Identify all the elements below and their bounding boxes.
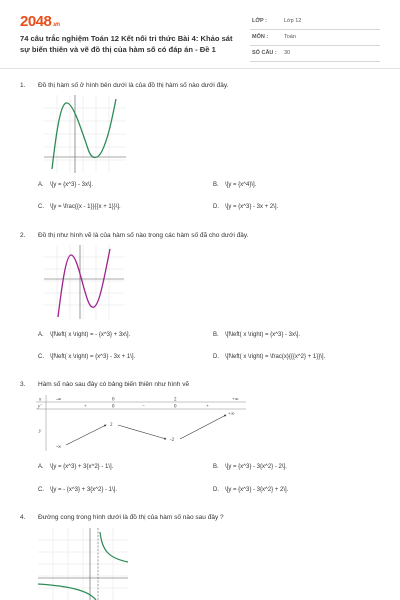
table-sign: +	[84, 404, 87, 410]
question-4-graph	[38, 528, 128, 600]
question-1-option-b[interactable]	[213, 182, 256, 188]
question-3-option-d[interactable]	[213, 487, 288, 493]
question-2-graph	[44, 245, 124, 319]
table-sign: −	[142, 404, 145, 410]
option-letter: C.	[38, 204, 44, 210]
option-text: \[y = \frac{{x - 1}}{{x + 1}}\].	[50, 204, 121, 210]
table-derivative-label: y'	[38, 404, 42, 410]
option-letter: C.	[38, 487, 44, 493]
table-y-value: +∞	[228, 412, 235, 417]
option-text: \[y = {x^3} - 3x\].	[50, 182, 94, 188]
option-letter: A.	[38, 464, 44, 470]
option-letter: C.	[38, 354, 44, 360]
document-title: 74 câu trắc nghiệm Toán 12 Kết nối tri thức Bài 4: Khảo sát sự biến thiên và vẽ đồ thị của hàm số có đáp án - Đề 1	[20, 34, 233, 54]
table-sign: +	[206, 404, 209, 410]
table-x-value: -∞	[56, 397, 62, 403]
option-letter: A.	[38, 182, 44, 188]
meta-value: 30	[284, 50, 291, 56]
question-1-option-c[interactable]	[38, 204, 121, 210]
option-letter: A.	[38, 332, 44, 338]
option-text: \[f\left( x \right) = - {x^3} + 3x\].	[50, 332, 131, 338]
curve-right	[100, 532, 128, 562]
meta-key: LỚP :	[252, 18, 267, 24]
curve-left	[38, 584, 96, 600]
option-text: \[f\left( x \right) = \frac{x}{{{x^2} + 1}}\].	[225, 354, 326, 360]
question-2-number: 2.	[20, 232, 26, 239]
option-text: \[y = - {x^3} + 3{x^2} - 1\].	[50, 487, 118, 493]
option-text: \[f\left( x \right) = {x^3} - 3x\].	[225, 332, 301, 338]
header-divider	[0, 68, 400, 69]
question-1-number: 1.	[20, 82, 26, 89]
question-2-option-a[interactable]	[38, 332, 130, 338]
table-x-label: x	[39, 397, 42, 403]
meta-row-class	[250, 14, 380, 30]
increase-arrow	[180, 415, 226, 439]
table-y-value: -∞	[56, 445, 62, 450]
question-1-option-a[interactable]	[38, 182, 93, 188]
option-text: \[f\left( x \right) = {x^3} - 3x + 1\].	[50, 354, 136, 360]
meta-table	[250, 14, 380, 62]
logo-suffix: .vn	[52, 22, 60, 28]
question-4-number: 4.	[20, 514, 26, 521]
table-x-value: 2	[174, 397, 177, 403]
increase-arrow	[66, 425, 106, 445]
page-header	[0, 0, 400, 62]
option-letter: B.	[213, 464, 219, 470]
question-2-option-b[interactable]	[213, 332, 300, 338]
table-y-value: 2	[110, 423, 113, 428]
question-2-text: Đồ thị như hình vẽ là của hàm số nào trong các hàm số đã cho dưới đây.	[38, 232, 249, 239]
question-1-option-d[interactable]	[213, 204, 278, 210]
table-x-value: +∞	[232, 397, 239, 403]
option-letter: D.	[213, 354, 219, 360]
question-3-text: Hàm số nào sau đây có bảng biến thiên như hình vẽ	[38, 381, 190, 388]
meta-value: Toán	[284, 34, 296, 40]
question-4-text: Đường cong trong hình dưới là đồ thị của hàm số nào sau đây ?	[38, 514, 224, 521]
question-2-option-c[interactable]	[38, 354, 135, 360]
site-logo[interactable]	[20, 13, 60, 30]
question-3-option-b[interactable]	[213, 464, 287, 470]
question-3-option-c[interactable]	[38, 487, 117, 493]
question-1-text: Đồ thị hàm số ở hình bên dưới là của đồ thị hàm số nào dưới đây.	[38, 82, 229, 89]
question-2-option-d[interactable]	[213, 354, 325, 360]
table-sign: 0	[112, 404, 115, 410]
meta-row-subject	[250, 30, 380, 46]
option-text: \[y = {x^3} + 3{x^2} - 1\].	[50, 464, 114, 470]
option-text: \[y = {x^3} - 3{x^2} + 2\].	[225, 487, 289, 493]
meta-value: Lớp 12	[284, 18, 302, 24]
question-1-graph	[44, 95, 126, 173]
option-text: \[y = {x^3} - 3{x^2} - 2\].	[225, 464, 287, 470]
variation-table	[36, 395, 246, 451]
option-letter: B.	[213, 332, 219, 338]
logo-text: 2048	[20, 13, 52, 30]
option-letter: D.	[213, 204, 219, 210]
option-letter: B.	[213, 182, 219, 188]
decrease-arrow	[118, 425, 166, 439]
table-x-value: 0	[112, 397, 115, 403]
option-text: \[y = {x^3} - 3x + 2\].	[225, 204, 279, 210]
table-y-label: y	[39, 429, 42, 434]
meta-row-count	[250, 46, 380, 62]
option-letter: D.	[213, 487, 219, 493]
question-3-option-a[interactable]	[38, 464, 113, 470]
question-3-number: 3.	[20, 381, 26, 388]
table-y-value: -2	[170, 438, 175, 443]
curve	[58, 249, 110, 317]
meta-key: MÔN :	[252, 34, 269, 40]
table-sign: 0	[174, 404, 177, 410]
meta-key: SỐ CÂU :	[252, 50, 277, 56]
option-text: \[y = {x^4}\].	[225, 182, 257, 188]
